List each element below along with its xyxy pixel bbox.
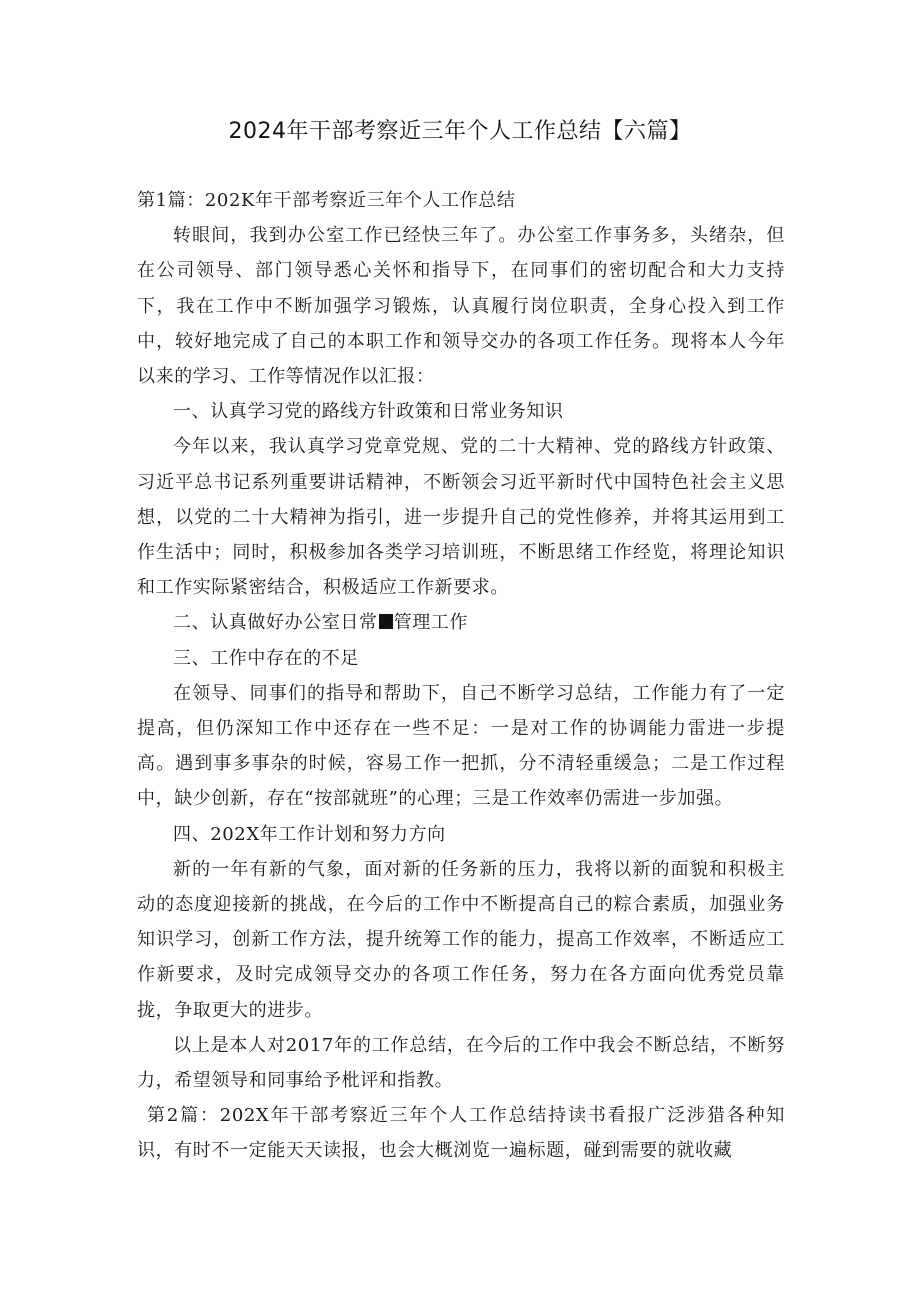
document-title: 2024年干部考察近三年个人工作总结【六篇】 xyxy=(228,119,692,144)
subheading-2 xyxy=(137,605,785,640)
document-body xyxy=(137,183,785,1169)
subheading-4: 四、202X年工作计划和努力方向 xyxy=(173,823,446,845)
subheading-2-text-end: 管理工作 xyxy=(393,612,469,634)
section-1-heading: 第1篇：202K年干部考察近三年个人工作总结 xyxy=(137,190,516,211)
paragraph-4: 新的一年有新的气象，面对新的任务新的压力，我将以新的面貌和积极主动的态度迎接新的挑战，在今后的工作中不断提高自己的粽合素质，加强业务知识学习，创新工作方法，提升统筹工作的能力，提高工作效率，不断适应工作新要求，及时完成领导交办的各项工作任务，努力在各方面向优秀党员靠拢，争取更大的进步。 xyxy=(137,858,785,1021)
paragraph-1: 今年以来，我认真学习党章党规、党的二十大精神、党的路线方针政策、习近平总书记系列重要讲话精神，不断领会习近平新时代中国特色社会主义思想，以党的二十大精神为指引，进一步提升自己的党性修养，并将其运用到工作生活中；同时，积极参加各类学习培训班，不断思绪工作经览，将理论知识和工作实际紧密结合，积极适应工作新要求。 xyxy=(137,436,785,599)
section-1-intro-paragraph: 转眼间，我到办公室工作已经快三年了。办公室工作事务多，头绪杂，但在公司领导、部门领导悉心关怀和指导下，在同事们的密切配合和大力支持下，我在工作中不断加强学习锻炼，认真履行岗位职责，全身心投入到工作中，较好地完成了自己的本职工作和领导交办的各项工作任务。现将本人今年以来的学习、工作等情况作以汇报： xyxy=(137,225,785,388)
subheading-3: 三、工作中存在的不足 xyxy=(173,647,359,669)
subheading-2-text-start: 二、认真做好办公室日常 xyxy=(173,612,378,634)
redaction-mark xyxy=(379,614,393,629)
section-2-heading-paragraph: 第2篇：202X年干部考察近三年个人工作总结持读书看报广泛涉猎各种知识，有时不一定能天天读报，也会大概浏览一遍标题，碰到需要的就收藏 xyxy=(137,1105,785,1162)
paragraph-3: 在领导、同事们的指导和帮助下，自己不断学习总结，工作能力有了一定提高，但仍深知工作中还存在一些不足：一是对工作的协调能力雷进一步提高。遇到事多事杂的时候，容易工作一把抓，分不清轻重缓急；二是工作过程中，缺少创新，存在“按部就班”的心理；三是工作效率仍需进一步加强。 xyxy=(137,682,785,810)
closing-paragraph: 以上是本人对2017年的工作总结，在今后的工作中我会不断总结，不断努力，希望领导和同事给予枇评和指教。 xyxy=(137,1034,785,1092)
subheading-1: 一、认真学习党的路线方针政策和日常业务知识 xyxy=(173,401,564,423)
